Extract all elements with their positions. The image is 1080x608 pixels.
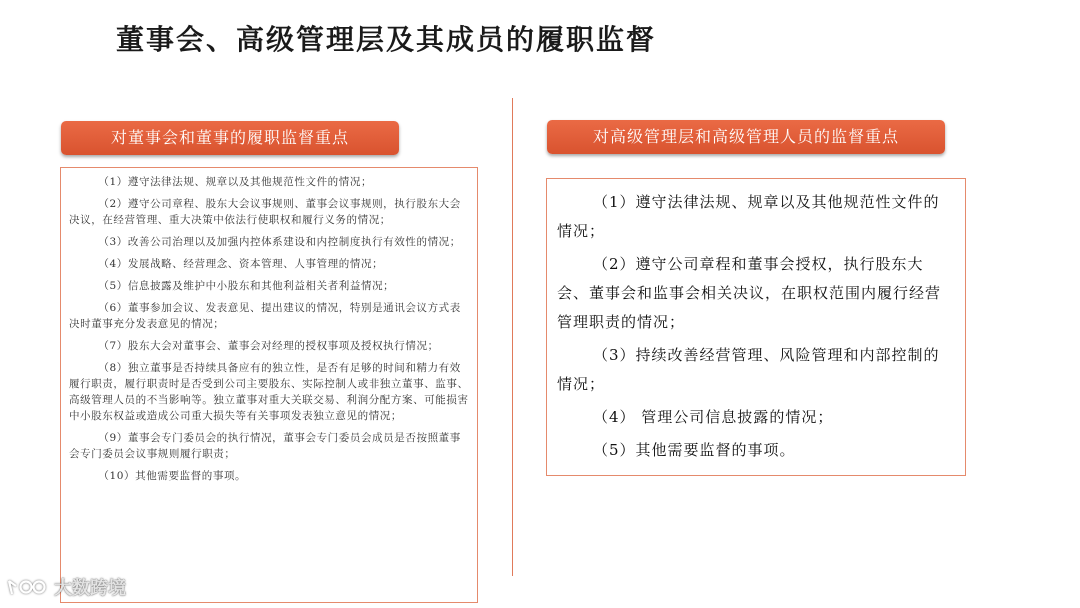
left-item-10: （10）其他需要监督的事项。 [98, 470, 247, 482]
left-item-9: （9）董事会专门委员会的执行情况，董事会专门委员会成员是否按照董事会专门委员会议事规则履行职责； [69, 432, 461, 460]
left-panel-box [60, 167, 478, 603]
vertical-divider [512, 98, 513, 576]
left-item-4: （4）发展战略、经营理念、资本管理、人事管理的情况； [98, 258, 384, 270]
right-item-3: （3）持续改善经营管理、风险管理和内部控制的情况； [557, 346, 940, 393]
left-item-3: （3）改善公司治理以及加强内控体系建设和内控制度执行有效性的情况； [98, 236, 461, 248]
left-panel-header: 对董事会和董事的履职监督重点 [61, 121, 399, 155]
right-panel-header: 对高级管理层和高级管理人员的监督重点 [547, 120, 945, 154]
right-item-1: （1）遵守法律法规、规章以及其他规范性文件的情况； [557, 193, 940, 240]
right-item-2: （2）遵守公司章程和董事会授权，执行股东大会、董事会和监事会相关决议，在职权范围内履行经营管理职责的情况； [557, 255, 942, 331]
right-item-4: （4） 管理公司信息披露的情况； [593, 408, 834, 426]
right-item-5: （5）其他需要监督的事项。 [593, 441, 796, 459]
page-title: 董事会、高级管理层及其成员的履职监督 [116, 23, 657, 56]
watermark [6, 572, 126, 602]
left-item-8: （8）独立董事是否持续具备应有的独立性，是否有足够的时间和精力有效履行职责，履行职责时是否受到公司主要股东、实际控制人或非独立董事、监事、高级管理人员的不当影响等。独立董事对重大关联交易、利润分配方案、可能损害中小股东权益或造成公司重大损失等有关事项发表独立意见的情况； [69, 362, 469, 422]
left-item-1: （1）遵守法律法规、规章以及其他规范性文件的情况； [98, 176, 373, 188]
watermark-text: 大数跨境 [54, 578, 126, 599]
left-item-7: （7）股东大会对董事会、董事会对经理的授权事项及授权执行情况； [98, 340, 439, 352]
logo-mark-icon [6, 574, 50, 600]
left-item-2: （2）遵守公司章程、股东大会议事规则、董事会议事规则，执行股东大会决议，在经营管理、重大决策中依法行使职权和履行义务的情况； [69, 198, 461, 226]
right-panel-box [546, 178, 966, 476]
left-item-5: （5）信息披露及维护中小股东和其他利益相关者利益情况； [98, 280, 395, 292]
left-item-6: （6）董事参加会议、发表意见、提出建议的情况，特别是通讯会议方式表决时董事充分发表意见的情况； [69, 302, 461, 330]
